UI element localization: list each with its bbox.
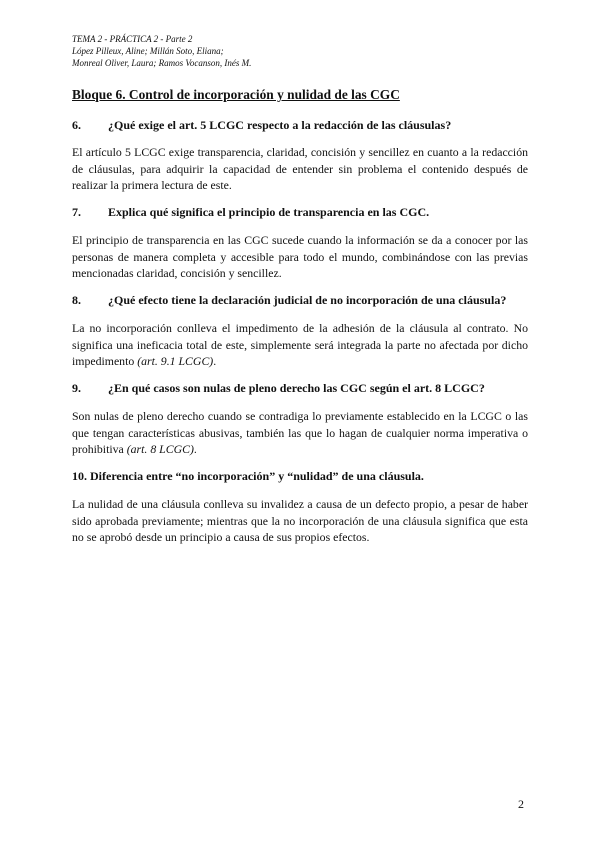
answer-9 xyxy=(72,408,528,458)
question-number: 8. xyxy=(72,293,81,307)
question-number: 10. xyxy=(72,469,87,483)
question-number: 7. xyxy=(72,205,81,219)
header-authors-1: López Pilleux, Aline; Millán Soto, Eliana; xyxy=(72,46,224,56)
page-number: 2 xyxy=(518,797,524,811)
question-8 xyxy=(72,293,506,308)
question-text: ¿Qué exige el art. 5 LCGC respecto a la redacción de las cláusulas? xyxy=(108,118,452,132)
answer-text: La no incorporación conlleva el impedimento de la adhesión de la cláusula al contrato. No significa una ineficacia total de este, simplemente será integrada la parte no afectada por dicho impedimento xyxy=(72,321,528,368)
answer-text: El principio de transparencia en las CGC sucede cuando la información se da a conocer por las personas de manera completa y accesible para todo el mundo, combinándose con las previas mencionadas claridad, concisión y sencillez. xyxy=(72,233,528,280)
question-number: 6. xyxy=(72,118,81,132)
question-6 xyxy=(72,118,451,133)
question-text: Explica qué significa el principio de transparencia en las CGC. xyxy=(108,205,430,219)
answer-text: La nulidad de una cláusula conlleva su invalidez a causa de un defecto propio, a pesar de haber sido aprobada previamente; mientras que la no incorporación de una cláusula significa que esta no se aprobó desde un principio a causa de sus propios efectos. xyxy=(72,497,528,544)
block-title: Bloque 6. Control de incorporación y nulidad de las CGC xyxy=(72,87,400,102)
question-text: Diferencia entre “no incorporación” y “nulidad” de una cláusula. xyxy=(90,469,424,483)
answer-text: El artículo 5 LCGC exige transparencia, claridad, concisión y sencillez en cuanto a la redacción de cláusulas, para adquirir la capacidad de entender sin problema el contenido después de realizar la primera lectura de este. xyxy=(72,145,528,192)
question-7 xyxy=(72,205,429,220)
legal-reference: (art. 8 LCGC) xyxy=(126,442,194,456)
header-topic: TEMA 2 - PRÁCTICA 2 - Parte 2 xyxy=(72,34,193,44)
question-9 xyxy=(72,381,485,396)
question-10 xyxy=(72,469,424,484)
answer-6 xyxy=(72,144,528,194)
answer-7 xyxy=(72,232,528,282)
answer-tail: . xyxy=(213,354,217,368)
question-text: ¿En qué casos son nulas de pleno derecho las CGC según el art. 8 LCGC? xyxy=(108,381,485,395)
answer-8 xyxy=(72,320,528,370)
document-header xyxy=(72,33,532,69)
answer-tail: . xyxy=(193,442,197,456)
answer-10 xyxy=(72,496,528,546)
question-number: 9. xyxy=(72,381,81,395)
answer-text: Son nulas de pleno derecho cuando se contradiga lo previamente establecido en la LCGC o las que tengan características abusivas, también las que lo hagan de cualquier norma imperativa o prohibitiva xyxy=(72,409,528,456)
header-authors-2: Monreal Oliver, Laura; Ramos Vocanson, Inés M. xyxy=(72,58,252,68)
question-text: ¿Qué efecto tiene la declaración judicial de no incorporación de una cláusula? xyxy=(108,293,507,307)
legal-reference: (art. 9.1 LCGC) xyxy=(137,354,214,368)
